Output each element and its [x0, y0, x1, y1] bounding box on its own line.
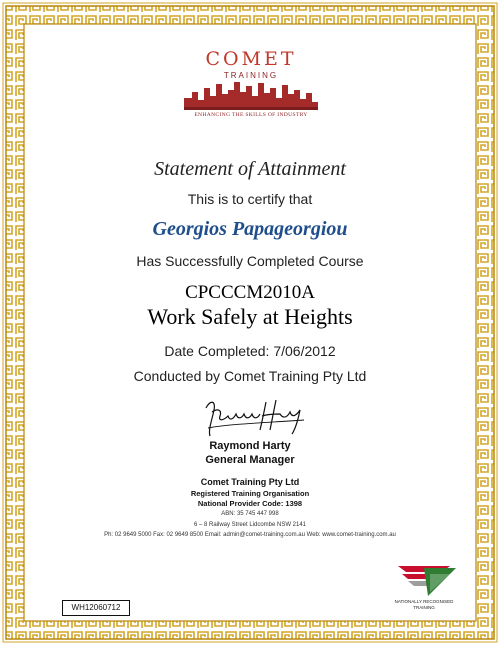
- rto-label: Registered Training Organisation: [190, 489, 310, 498]
- signatory-name: Raymond Harty: [209, 440, 291, 452]
- address: 6 – 8 Railway Street Lidcombe NSW 2141: [193, 522, 307, 528]
- certificate-id: WH12060712: [62, 600, 130, 616]
- skyline-icon: [184, 80, 318, 110]
- conducted-by: Conducted by Comet Training Pty Ltd: [133, 368, 367, 384]
- nrt-icon: [384, 562, 464, 598]
- logo-sub: TRAINING: [223, 71, 279, 80]
- nrt-logo: [384, 562, 464, 610]
- contact-details: Ph: 02 9649 5000 Fax: 02 9649 8500 Email: admin@comet-training.com.au Web: www.comet-training.com.au: [104, 532, 396, 538]
- course-code: CPCCCM2010A: [185, 282, 315, 303]
- nrt-line1: NATIONALLY RECOGNISED: [394, 599, 454, 604]
- date-completed: Date Completed: 7/06/2012: [164, 343, 336, 359]
- nrt-line2: TRAINING: [413, 605, 435, 610]
- recipient-name: Georgios Papageorgiou: [152, 218, 348, 240]
- comet-training-logo: [178, 46, 324, 121]
- logo-name: COMET: [205, 48, 297, 70]
- organisation-name: Comet Training Pty Ltd: [200, 477, 300, 487]
- abn: ABN: 35 745 447 998: [221, 511, 279, 517]
- completed-text: Has Successfully Completed Course: [136, 253, 364, 269]
- provider-code: National Provider Code: 1398: [197, 499, 303, 508]
- signature: [200, 396, 310, 440]
- certify-text: This is to certify that: [187, 191, 313, 207]
- statement-title: Statement of Attainment: [154, 158, 346, 180]
- signatory-role: General Manager: [205, 454, 295, 466]
- course-title: Work Safely at Heights: [147, 304, 353, 329]
- logo-tagline: ENHANCING THE SKILLS OF INDUSTRY: [194, 112, 308, 118]
